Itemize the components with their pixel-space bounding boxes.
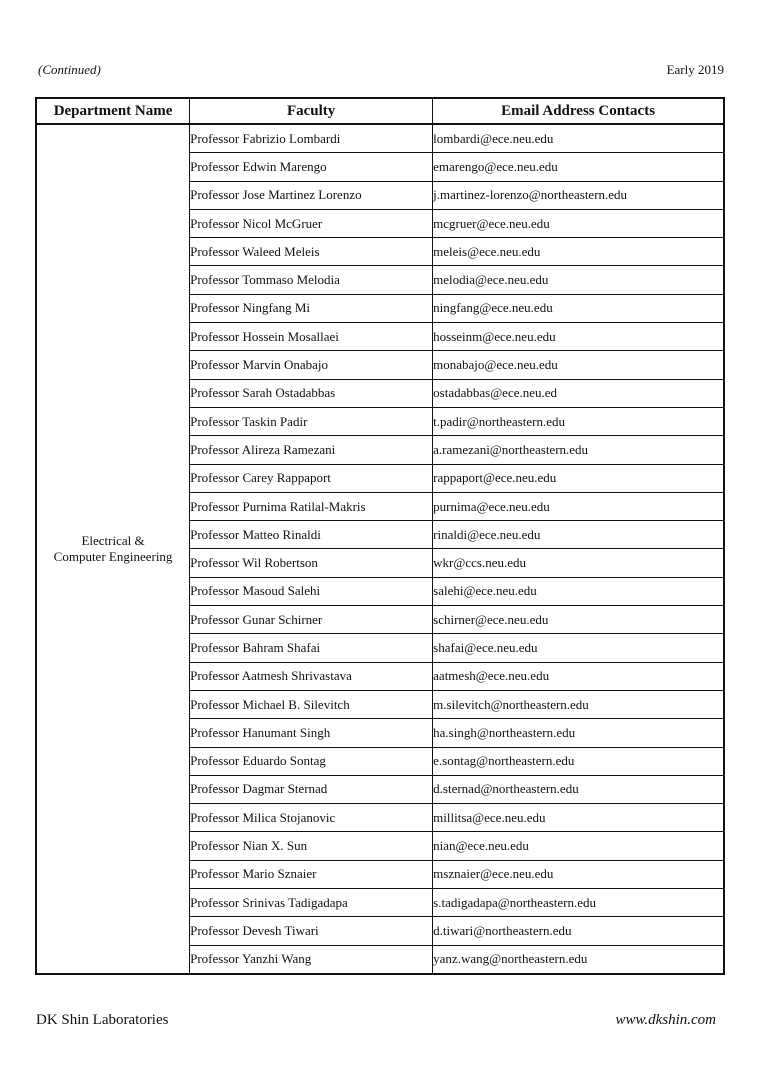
faculty-name-cell: Professor Dagmar Sternad — [190, 775, 433, 803]
faculty-name-cell: Professor Edwin Marengo — [190, 153, 433, 181]
email-address-cell: d.tiwari@northeastern.edu — [433, 917, 724, 945]
email-address-cell: rinaldi@ece.neu.edu — [433, 521, 724, 549]
footer-lab-name: DK Shin Laboratories — [36, 1012, 169, 1028]
email-address-cell: aatmesh@ece.neu.edu — [433, 662, 724, 690]
faculty-name-cell: Professor Aatmesh Shrivastava — [190, 662, 433, 690]
faculty-name-cell: Professor Alireza Ramezani — [190, 436, 433, 464]
email-address-cell: salehi@ece.neu.edu — [433, 577, 724, 605]
faculty-name-cell: Professor Waleed Meleis — [190, 238, 433, 266]
faculty-name-cell: Professor Gunar Schirner — [190, 606, 433, 634]
faculty-name-cell: Professor Hossein Mosallaei — [190, 323, 433, 351]
faculty-name-cell: Professor Devesh Tiwari — [190, 917, 433, 945]
table-row — [36, 124, 724, 153]
email-address-cell: wkr@ccs.neu.edu — [433, 549, 724, 577]
email-address-cell: e.sontag@northeastern.edu — [433, 747, 724, 775]
footer-website: www.dkshin.com — [615, 1012, 716, 1028]
faculty-name-cell: Professor Eduardo Sontag — [190, 747, 433, 775]
date-label: Early 2019 — [666, 62, 724, 77]
faculty-name-cell: Professor Matteo Rinaldi — [190, 521, 433, 549]
faculty-name-cell: Professor Bahram Shafai — [190, 634, 433, 662]
email-address-cell: monabajo@ece.neu.edu — [433, 351, 724, 379]
faculty-name-cell: Professor Jose Martinez Lorenzo — [190, 181, 433, 209]
email-address-cell: d.sternad@northeastern.edu — [433, 775, 724, 803]
email-address-cell: hosseinm@ece.neu.edu — [433, 323, 724, 351]
faculty-name-cell: Professor Michael B. Silevitch — [190, 690, 433, 718]
email-address-cell: shafai@ece.neu.edu — [433, 634, 724, 662]
email-address-cell: millitsa@ece.neu.edu — [433, 804, 724, 832]
email-address-cell: a.ramezani@northeastern.edu — [433, 436, 724, 464]
faculty-name-cell: Professor Marvin Onabajo — [190, 351, 433, 379]
email-address-cell: yanz.wang@northeastern.edu — [433, 945, 724, 974]
email-address-cell: meleis@ece.neu.edu — [433, 238, 724, 266]
department-name-line: Computer Engineering — [53, 548, 173, 564]
column-header-faculty: Faculty — [190, 98, 433, 124]
faculty-name-cell: Professor Nian X. Sun — [190, 832, 433, 860]
faculty-name-cell: Professor Milica Stojanovic — [190, 804, 433, 832]
email-address-cell: msznaier@ece.neu.edu — [433, 860, 724, 888]
department-name-cell — [36, 124, 190, 974]
email-address-cell: rappaport@ece.neu.edu — [433, 464, 724, 492]
faculty-name-cell: Professor Taskin Padir — [190, 407, 433, 435]
faculty-name-cell: Professor Nicol McGruer — [190, 209, 433, 237]
faculty-name-cell: Professor Sarah Ostadabbas — [190, 379, 433, 407]
faculty-name-cell: Professor Yanzhi Wang — [190, 945, 433, 974]
faculty-name-cell: Professor Ningfang Mi — [190, 294, 433, 322]
column-header-email: Email Address Contacts — [433, 98, 724, 124]
faculty-name-cell: Professor Mario Sznaier — [190, 860, 433, 888]
column-header-department: Department Name — [36, 98, 190, 124]
email-address-cell: s.tadigadapa@northeastern.edu — [433, 889, 724, 917]
email-address-cell: schirner@ece.neu.edu — [433, 606, 724, 634]
email-address-cell: t.padir@northeastern.edu — [433, 407, 724, 435]
email-address-cell: ha.singh@northeastern.edu — [433, 719, 724, 747]
email-address-cell: emarengo@ece.neu.edu — [433, 153, 724, 181]
faculty-name-cell: Professor Carey Rappaport — [190, 464, 433, 492]
email-address-cell: j.martinez-lorenzo@northeastern.edu — [433, 181, 724, 209]
faculty-name-cell: Professor Fabrizio Lombardi — [190, 124, 433, 153]
faculty-name-cell: Professor Purnima Ratilal-Makris — [190, 492, 433, 520]
email-address-cell: ningfang@ece.neu.edu — [433, 294, 724, 322]
table-header-row — [36, 98, 724, 124]
email-address-cell: ostadabbas@ece.neu.ed — [433, 379, 724, 407]
email-address-cell: m.silevitch@northeastern.edu — [433, 690, 724, 718]
faculty-name-cell: Professor Tommaso Melodia — [190, 266, 433, 294]
table-body — [36, 124, 724, 974]
faculty-contacts-table — [35, 97, 725, 975]
email-address-cell: purnima@ece.neu.edu — [433, 492, 724, 520]
continued-label: (Continued) — [38, 62, 101, 77]
email-address-cell: nian@ece.neu.edu — [433, 832, 724, 860]
faculty-name-cell: Professor Wil Robertson — [190, 549, 433, 577]
email-address-cell: lombardi@ece.neu.edu — [433, 124, 724, 153]
faculty-name-cell: Professor Hanumant Singh — [190, 719, 433, 747]
department-name-line: Electrical & — [81, 532, 145, 548]
email-address-cell: melodia@ece.neu.edu — [433, 266, 724, 294]
email-address-cell: mcgruer@ece.neu.edu — [433, 209, 724, 237]
faculty-name-cell: Professor Srinivas Tadigadapa — [190, 889, 433, 917]
faculty-name-cell: Professor Masoud Salehi — [190, 577, 433, 605]
